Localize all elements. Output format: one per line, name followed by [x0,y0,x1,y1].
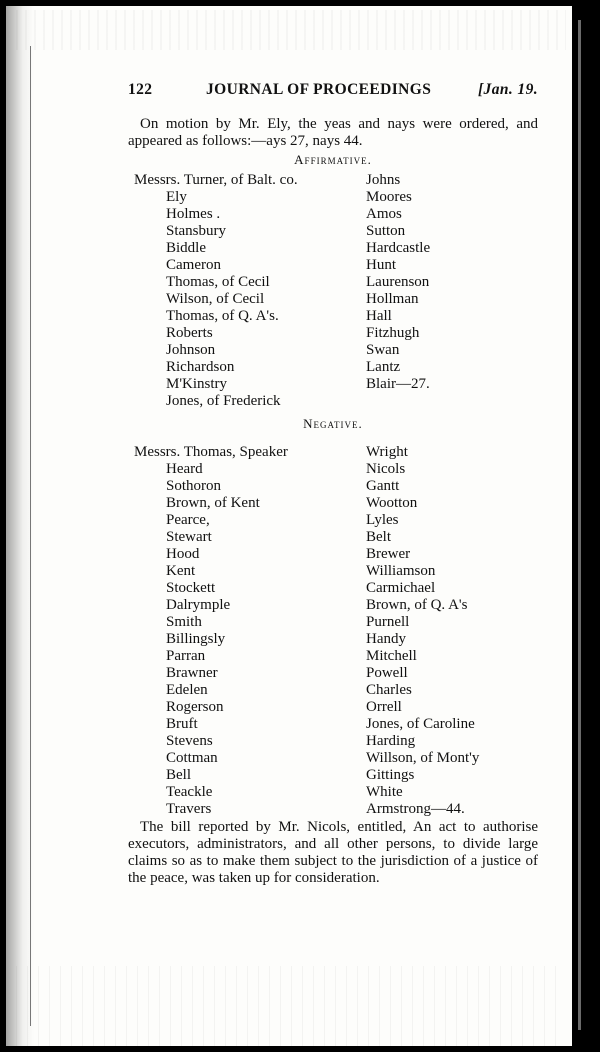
vote-row [128,393,538,410]
vote-row [128,376,538,393]
member-name-right: Lantz [366,359,401,375]
vote-row [128,495,538,512]
running-title: JOURNAL OF PROCEEDINGS [206,81,432,98]
binding-shadow [6,6,34,1046]
binding-rule [30,46,31,1026]
member-name-left: Bell [166,767,191,783]
member-name-right: Hunt [366,257,396,273]
vote-row [128,257,538,274]
vote-row [128,478,538,495]
vote-row [128,750,538,767]
member-name-right: Hall [366,308,392,324]
member-name-right: Belt [366,529,391,545]
member-name-left: Cameron [166,257,221,273]
vote-row [128,172,538,189]
negative-list [128,444,538,818]
vote-row [128,325,538,342]
vote-row [128,342,538,359]
member-name-right: Orrell [366,699,402,715]
vote-row [128,631,538,648]
member-name-left: Rogerson [166,699,224,715]
vote-row [128,512,538,529]
vote-row [128,784,538,801]
member-name-right: Moores [366,189,412,205]
vote-row [128,563,538,580]
page-header [128,81,538,103]
negative-heading: Negative. [303,416,363,431]
affirmative-list [128,172,538,410]
member-name-left: Biddle [166,240,206,256]
member-name-right: Handy [366,631,406,647]
member-name-left: Travers [166,801,212,817]
member-name-left: Brawner [166,665,218,681]
vote-row [128,767,538,784]
member-name-right: Charles [366,682,412,698]
scan-noise-bottom [16,966,556,1046]
member-name-right: Willson, of Mont'y [366,750,480,766]
member-name-right: Carmichael [366,580,436,596]
member-name-right: Hardcastle [366,240,431,256]
vote-row [128,733,538,750]
member-name-right: Nicols [366,461,406,477]
member-name-right: Fitzhugh [366,325,420,341]
member-name-right: Johns [366,172,401,188]
vote-row [128,223,538,240]
member-name-right: Purnell [366,614,410,630]
vote-row [128,274,538,291]
member-name-left: Bruft [166,716,198,732]
member-name-left: Stewart [166,529,212,545]
member-name-right: Harding [366,733,416,749]
scan-noise-top [16,10,566,50]
vote-row [128,580,538,597]
member-name-right: Gittings [366,767,415,783]
member-name-left: Dalrymple [166,597,231,613]
vote-row [128,699,538,716]
member-name-left: Pearce, [166,512,210,528]
adjacent-page-edge [572,0,600,1052]
member-name-left: Stansbury [166,223,226,239]
member-name-left: Teackle [166,784,213,800]
vote-row [128,597,538,614]
member-name-right: Blair—27. [366,376,430,392]
member-name-right: Williamson [366,563,436,579]
member-name-left: Roberts [166,325,213,341]
vote-row [128,189,538,206]
affirmative-heading: Affirmative. [294,152,372,167]
member-name-left: Brown, of Kent [166,495,260,511]
member-name-right: Hollman [366,291,419,307]
member-name-left: Johnson [166,342,216,358]
member-name-right: Mitchell [366,648,417,664]
vote-row [128,801,538,818]
member-name-right: Lyles [366,512,399,528]
member-name-right: Jones, of Caroline [366,716,475,732]
member-name-left: Ely [166,189,187,205]
running-date: [Jan. 19. [477,81,538,98]
member-name-left: Richardson [166,359,235,375]
vote-row [128,308,538,325]
member-name-left: Parran [166,648,206,664]
vote-row [128,359,538,376]
member-name-left: M'Kinstry [166,376,228,392]
page-number: 122 [128,81,153,98]
member-name-left: Hood [166,546,200,562]
vote-row [128,461,538,478]
member-name-left: Edelen [166,682,208,698]
vote-row [128,444,538,461]
member-name-right: Brewer [366,546,411,562]
member-name-left: Holmes . [166,206,221,222]
vote-row [128,546,538,563]
member-name-left: Billingsly [166,631,226,647]
member-name-right: Laurenson [366,274,430,290]
journal-page [6,6,572,1046]
member-name-left: Messrs. Thomas, Speaker [134,444,288,460]
member-name-right: Wright [366,444,408,460]
member-name-right: Wootton [366,495,418,511]
member-name-left: Stockett [166,580,216,596]
member-name-left: Smith [166,614,202,630]
member-name-right: Gantt [366,478,400,494]
intro-paragraph: On motion by Mr. Ely, the yeas and nays were ordered, and appeared as follows:—ays 27, nays 44. [128,116,538,149]
vote-row [128,614,538,631]
member-name-right: Swan [366,342,400,358]
member-name-left: Kent [166,563,196,579]
member-name-left: Stevens [166,733,213,749]
member-name-right: White [366,784,403,800]
vote-row [128,665,538,682]
vote-row [128,716,538,733]
member-name-right: Amos [366,206,402,222]
member-name-right: Powell [366,665,408,681]
member-name-right: Brown, of Q. A's [366,597,468,613]
member-name-left: Cottman [166,750,218,766]
member-name-left: Heard [166,461,203,477]
vote-row [128,206,538,223]
page-edge-strip [578,20,581,1030]
closing-paragraph: The bill reported by Mr. Nicols, entitled, An act to authorise executors, administrators, and all other persons, to divide large claims so as to make them subject to the jurisdiction of a justice of the peace, was taken up for consideration. [128,819,538,886]
member-name-left: Sothoron [166,478,222,494]
vote-row [128,682,538,699]
member-name-left: Wilson, of Cecil [166,291,265,307]
vote-row [128,648,538,665]
member-name-left: Thomas, of Q. A's. [166,308,279,324]
member-name-left: Jones, of Frederick [166,393,281,409]
member-name-left: Thomas, of Cecil [166,274,270,290]
member-name-right: Armstrong—44. [366,801,465,817]
vote-row [128,240,538,257]
member-name-right: Sutton [366,223,406,239]
vote-row [128,291,538,308]
vote-row [128,529,538,546]
member-name-left: Messrs. Turner, of Balt. co. [134,172,298,188]
